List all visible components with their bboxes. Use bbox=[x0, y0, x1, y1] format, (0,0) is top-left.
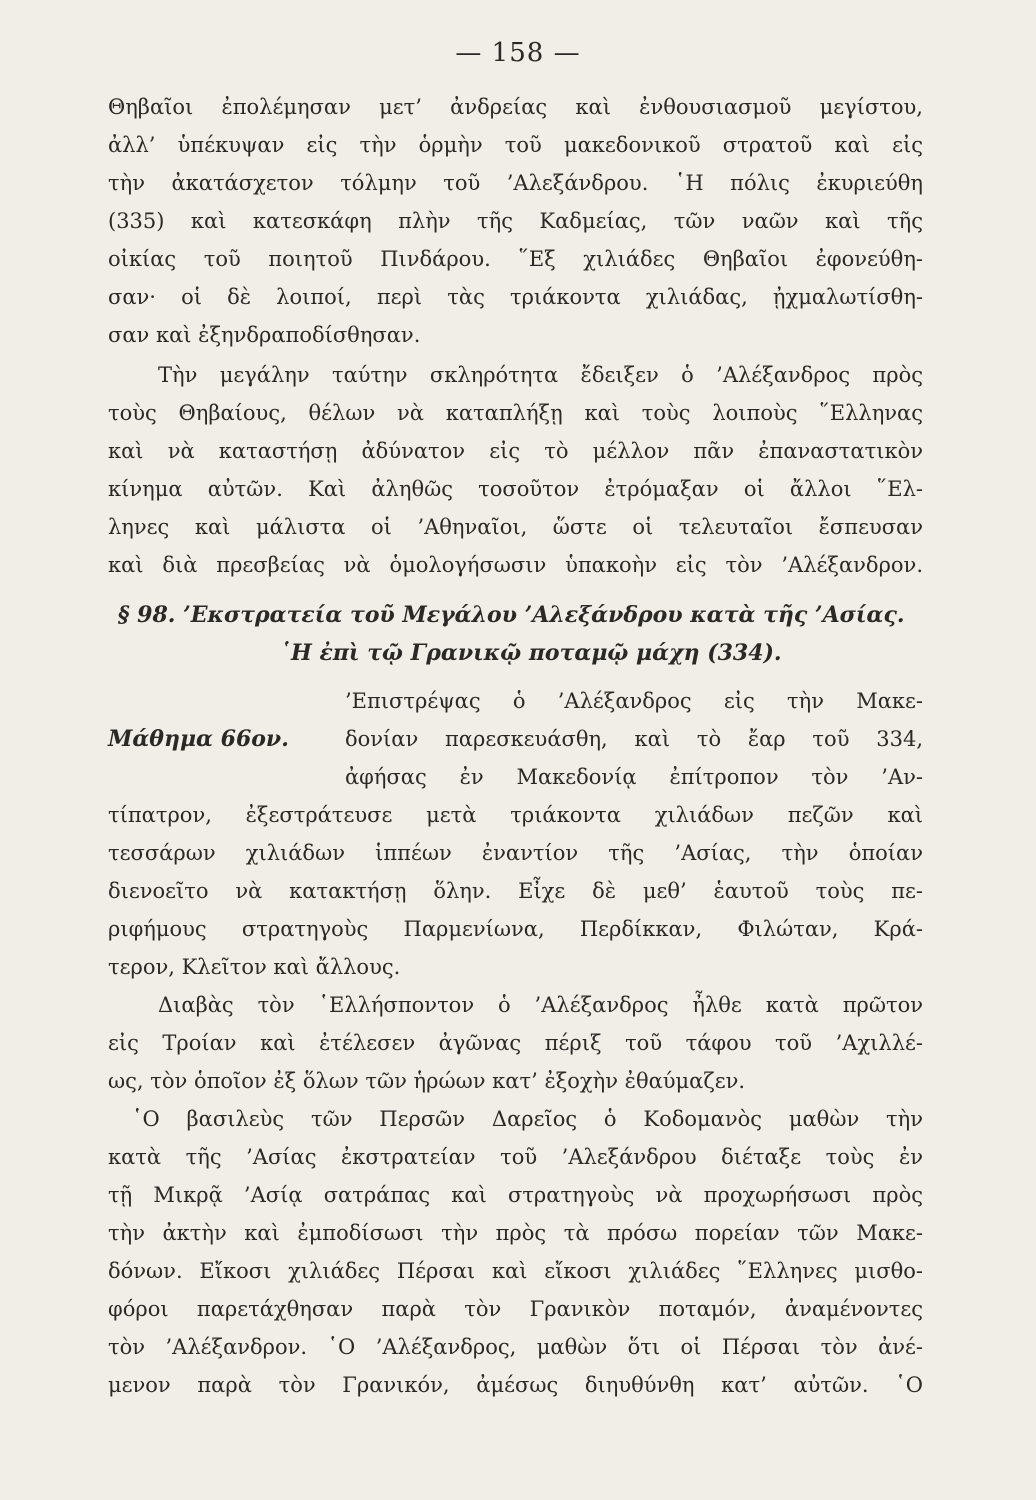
text-line: φόροι παρετάχθησαν παρὰ τὸν Γρανικὸν ποταμόν, ἀναμένοντες bbox=[108, 1297, 923, 1321]
text-line: Θηβαῖοι ἐπολέμησαν μετ’ ἀνδρείας καὶ ἐνθουσιασμοῦ μεγίστου, bbox=[108, 95, 923, 119]
text-line: δονίαν παρεσκευάσθη, καὶ τὸ ἔαρ τοῦ 334, bbox=[345, 727, 923, 751]
text-line: τὴν ἀκατάσχετον τόλμην τοῦ ’Αλεξάνδρου. ῾Η πόλις ἐκυριεύθη bbox=[108, 171, 923, 195]
text-line: ἀφήσας ἐν Μακεδονίᾳ ἐπίτροπον τὸν ’Αν- bbox=[345, 765, 923, 789]
text-line: Διαβὰς τὸν ῾Ελλήσποντον ὁ ’Αλέξανδρος ἦλθε κατὰ πρῶτον bbox=[158, 993, 923, 1017]
text-line: τεσσάρων χιλιάδων ἱππέων ἐναντίον τῆς ’Ασίας, τὴν ὁποίαν bbox=[108, 841, 923, 865]
text-line: τίπατρον, ἐξεστράτευσε μετὰ τριάκοντα χιλιάδων πεζῶν καὶ bbox=[108, 803, 923, 827]
paragraph-severity bbox=[108, 356, 923, 584]
text-line: ως, τὸν ὁποῖον ἐξ ὅλων τῶν ἡρώων κατ’ ἐξοχὴν ἐθαύμαζεν. bbox=[108, 1069, 746, 1093]
text-line: εἰς Τροίαν καὶ ἐτέλεσεν ἀγῶνας πέριξ τοῦ τάφου τοῦ ’Αχιλλέ- bbox=[108, 1031, 923, 1055]
lesson-label: Μάθημα 66ον. bbox=[108, 726, 289, 752]
text-line: ῾Ο βασιλεὺς τῶν Περσῶν Δαρεῖος ὁ Κοδομανὸς μαθὼν τὴν bbox=[132, 1107, 923, 1131]
text-line: τοὺς Θηβαίους, θέλων νὰ καταπλήξῃ καὶ τοὺς λοιποὺς ῞Ελληνας bbox=[108, 401, 923, 425]
text-line: ριφήμους στρατηγοὺς Παρμενίωνα, Περδίκκαν, Φιλώταν, Κρά- bbox=[108, 917, 923, 941]
text-line: κατὰ τῆς ’Ασίας ἐκστρατείαν τοῦ ’Αλεξάνδρου διέταξε τοὺς ἐν bbox=[108, 1145, 923, 1169]
text-line: (335) καὶ κατεσκάφη πλὴν τῆς Καδμείας, τῶν ναῶν καὶ τῆς bbox=[108, 209, 923, 233]
section-heading: § 98. ’Εκστρατεία τοῦ Μεγάλου ’Αλεξάνδρου κατὰ τῆς ’Ασίας. bbox=[118, 602, 905, 628]
text-line: Τὴν μεγάλην ταύτην σκληρότητα ἔδειξεν ὁ ’Αλέξανδρος πρὸς bbox=[158, 363, 923, 387]
section-subheading: ῾Η ἐπὶ τῷ Γρανικῷ ποταμῷ μάχη (334). bbox=[280, 640, 782, 666]
text-line: μενον παρὰ τὸν Γρανικόν, ἀμέσως διηυθύνθη κατ’ αὐτῶν. ῾Ο bbox=[108, 1373, 923, 1397]
text-line: σαν καὶ ἐξηνδραποδίσθησαν. bbox=[108, 323, 421, 347]
section-opening-lines bbox=[345, 682, 923, 796]
page-number: — 158 — bbox=[455, 38, 581, 68]
paragraph-troy bbox=[108, 986, 923, 1100]
text-line: ’Επιστρέψας ὁ ’Αλέξανδρος εἰς τὴν Μακε- bbox=[345, 689, 923, 713]
text-line: τερον, Κλεῖτον καὶ ἄλλους. bbox=[108, 955, 401, 979]
text-line: τῇ Μικρᾷ ’Ασίᾳ σατράπας καὶ στρατηγοὺς νὰ προχωρήσωσι πρὸς bbox=[108, 1183, 923, 1207]
text-line: καὶ νὰ καταστήσῃ ἀδύνατον εἰς τὸ μέλλον πᾶν ἐπαναστατικὸν bbox=[108, 439, 923, 463]
text-line: δόνων. Εἴκοσι χιλιάδες Πέρσαι καὶ εἴκοσι χιλιάδες ῞Ελληνες μισθο- bbox=[108, 1259, 923, 1283]
text-line: ἀλλ’ ὑπέκυψαν εἰς τὴν ὁρμὴν τοῦ μακεδονικοῦ στρατοῦ καὶ εἰς bbox=[108, 133, 923, 157]
text-line: κίνημα αὐτῶν. Καὶ ἀληθῶς τοσοῦτον ἐτρόμαξαν οἱ ἄλλοι ῞Ελ- bbox=[108, 477, 923, 501]
paragraph-expedition bbox=[108, 796, 923, 986]
text-line: οἰκίας τοῦ ποιητοῦ Πινδάρου. ῞Εξ χιλιάδες Θηβαῖοι ἐφονεύθη- bbox=[108, 247, 923, 271]
text-line: σαν· οἱ δὲ λοιποί, περὶ τὰς τριάκοντα χιλιάδας, ᾐχμαλωτίσθη- bbox=[108, 285, 923, 309]
paragraph-granicus bbox=[108, 1100, 923, 1404]
text-line: τὴν ἀκτὴν καὶ ἐμποδίσωσι τὴν πρὸς τὰ πρόσω πορείαν τῶν Μακε- bbox=[108, 1221, 923, 1245]
text-line: ληνες καὶ μάλιστα οἱ ’Αθηναῖοι, ὥστε οἱ τελευταῖοι ἔσπευσαν bbox=[108, 515, 923, 539]
text-line: καὶ διὰ πρεσβείας νὰ ὁμολογήσωσιν ὑπακοὴν εἰς τὸν ’Αλέξανδρον. bbox=[108, 553, 923, 577]
text-line: τὸν ’Αλέξανδρον. ῾Ο ’Αλέξανδρος, μαθὼν ὅτι οἱ Πέρσαι τὸν ἀνέ- bbox=[108, 1335, 923, 1359]
paragraph-thebes-fall bbox=[108, 88, 923, 354]
text-line: διενοεῖτο νὰ κατακτήσῃ ὅλην. Εἶχε δὲ μεθ’ ἑαυτοῦ τοὺς πε- bbox=[108, 879, 923, 903]
